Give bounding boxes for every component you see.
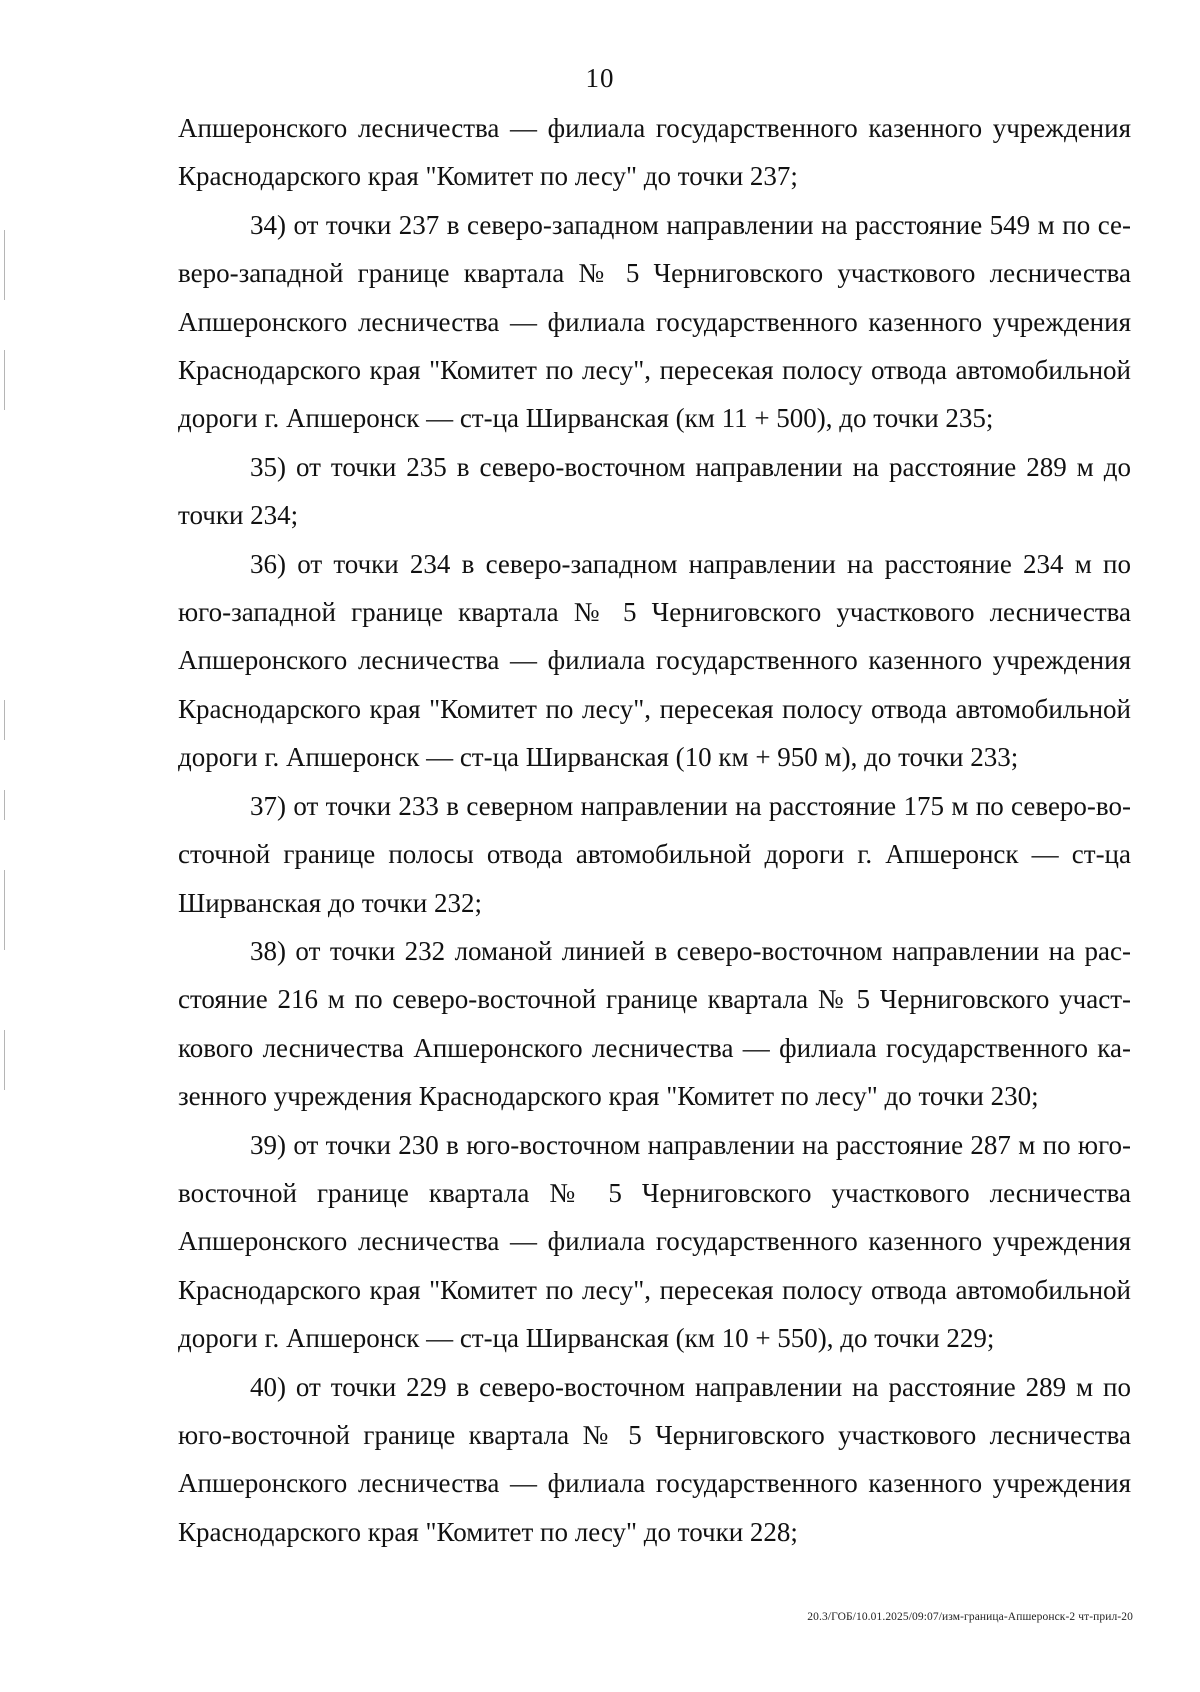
footer-document-code: 20.3/ГОБ/10.01.2025/09:07/изм-граница-Апшеронск-2 чт-прил-20: [807, 1611, 1133, 1623]
paragraph-item-35: 35) от точки 235 в северо-восточном направлении на расстояние 289 м до точки 234;: [178, 451, 1131, 531]
paragraph-item-34: 34) от точки 237 в северо-западном направлении на расстояние 549 м по северо-западной границе квартала № 5 Черниговского участкового лесничества Апшеронского лесничества — филиала государственного казенного учреждения Краснодарского края "Комитет по лесу", пересекая полосу отвода автомобильной дороги г. Апшеронск — ст-ца Ширванская (км 11 + 500), до точки 235;: [178, 209, 1131, 434]
paragraph-continuation: Апшеронского лесничества — филиала государственного казенного учреждения Краснодарского края "Комитет по лесу" до точки 237;: [178, 113, 1131, 192]
page-number: 10: [585, 63, 615, 93]
paragraph-item-39: 39) от точки 230 в юго-восточном направлении на расстояние 287 м по юго-восточной границе квартала № 5 Черниговского участкового лесничества Апшеронского лесничества — филиала государственного казенного учреждения Краснодарского края "Комитет по лесу", пересекая полосу отвода автомобильной дороги г. Апшеронск — ст-ца Ширванская (км 10 + 550), до точки 229;: [178, 1129, 1131, 1354]
paragraph-item-38: 38) от точки 232 ломаной линией в северо-восточном направлении на расстояние 216 м по северо-восточной границе квартала № 5 Черниговского участкового лесничества Апшеронского лесничества — филиала государственного казенного учреждения Краснодарского края "Комитет по лесу" до точки 230;: [178, 935, 1131, 1112]
paragraph-item-36: 36) от точки 234 в северо-западном направлении на расстояние 234 м по юго-западной границе квартала № 5 Черниговского участкового лесничества Апшеронского лесничества — филиала государственного казенного учреждения Краснодарского края "Комитет по лесу", пересекая полосу отвода автомобильной дороги г. Апшеронск — ст-ца Ширванская (10 км + 950 м), до точки 233;: [178, 548, 1131, 773]
scan-margin-marks: [4, 230, 8, 1130]
paragraph-item-40: 40) от точки 229 в северо-восточном направлении на расстояние 289 м по юго-восточной границе квартала № 5 Черниговского участкового лесничества Апшеронского лесничества — филиала государственного казенного учреждения Краснодарского края "Комитет по лесу" до точки 228;: [178, 1371, 1131, 1547]
paragraph-item-37: 37) от точки 233 в северном направлении на расстояние 175 м по северо-восточной границе полосы отвода автомобильной дороги г. Апшеронск — ст-ца Ширванская до точки 232;: [178, 790, 1131, 918]
document-body: [178, 104, 1131, 1556]
